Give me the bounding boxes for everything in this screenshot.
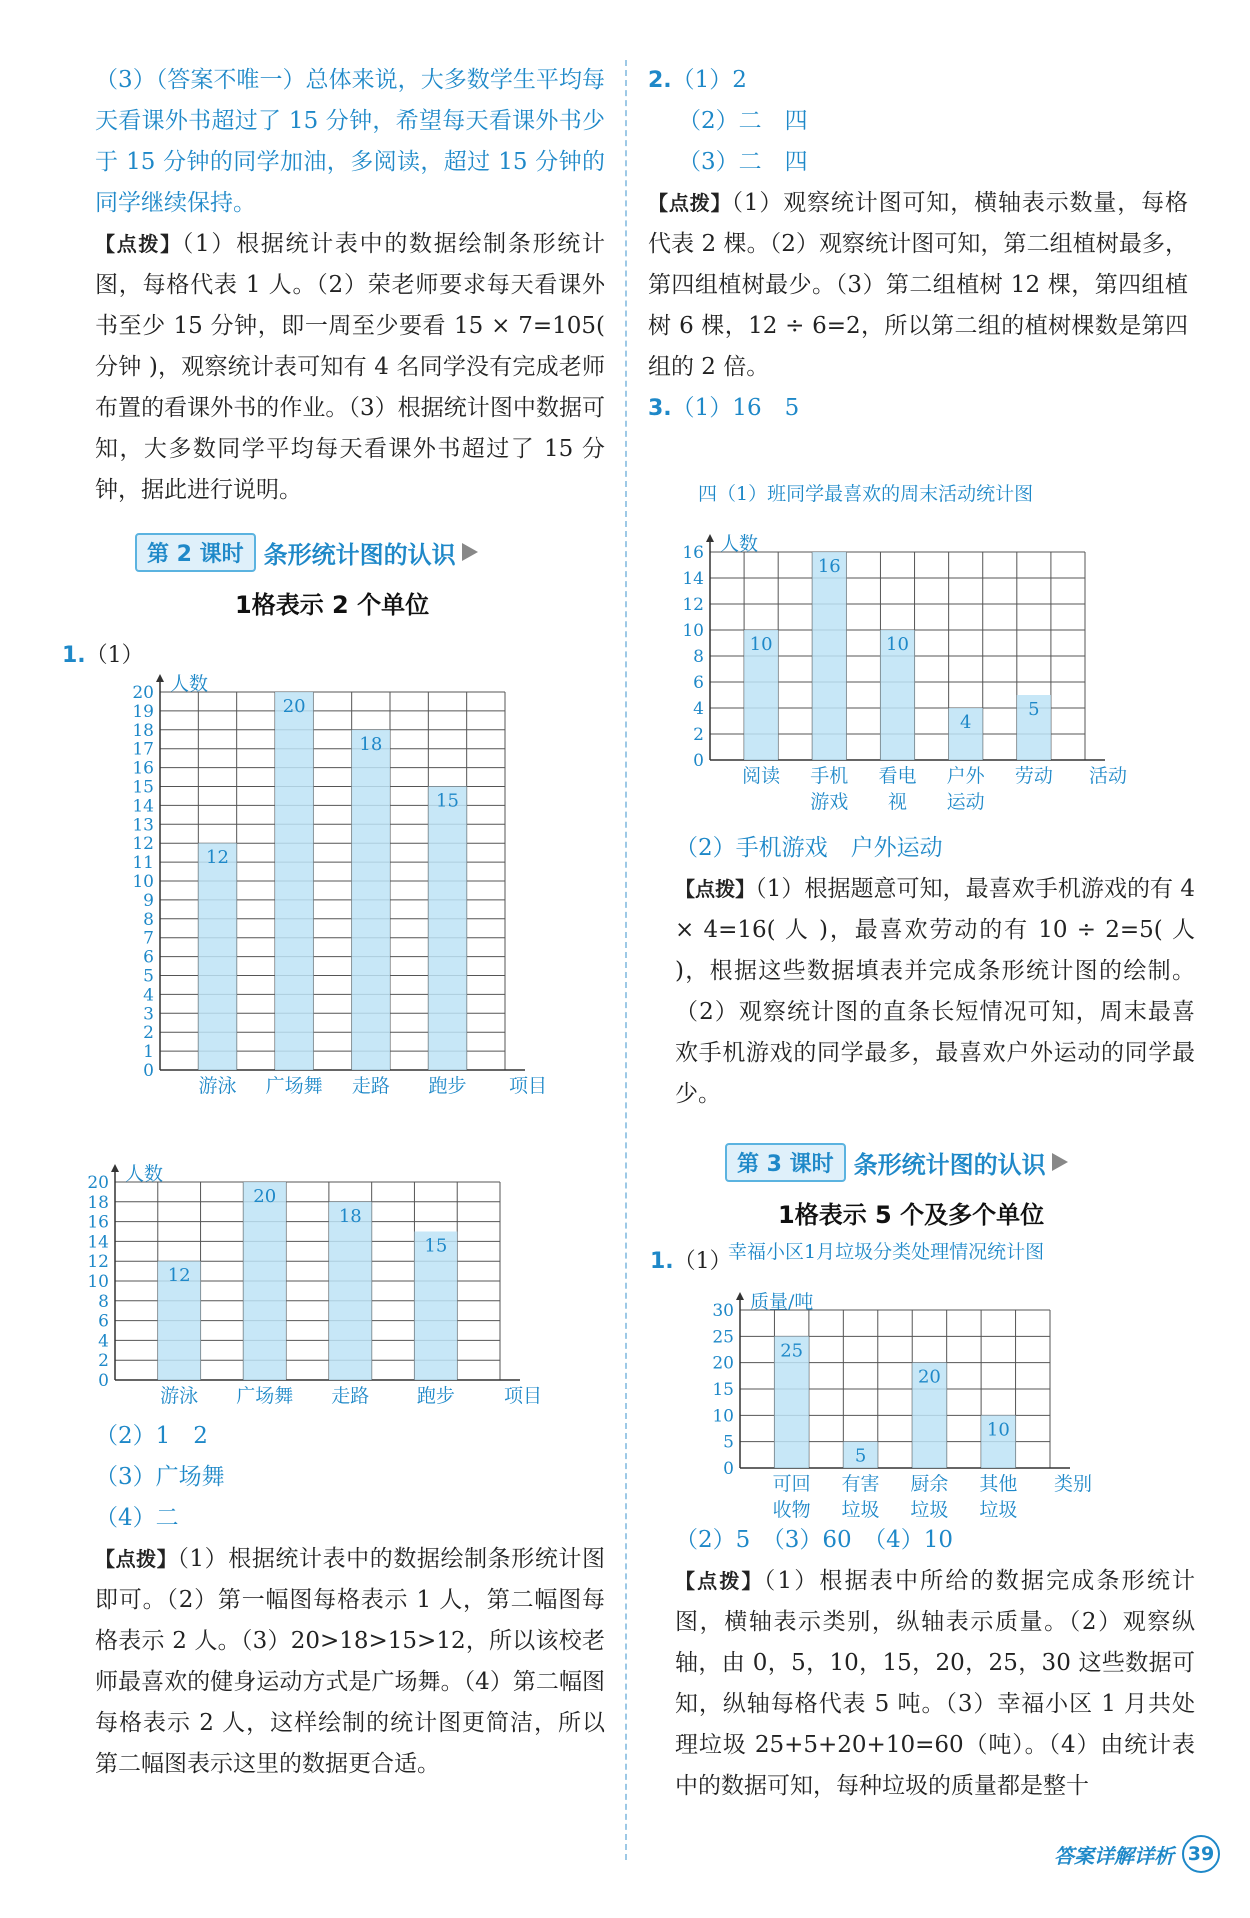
data-label: 5 [1028, 699, 1040, 720]
hint-tag: 【点拨】 [648, 191, 732, 215]
x-tick-label: 收物 [772, 1499, 811, 1521]
y-tick-label: 13 [132, 815, 154, 836]
x-tick-label: 运动 [946, 791, 985, 813]
y-tick-label: 15 [132, 777, 154, 798]
y-tick-label: 9 [143, 890, 154, 911]
hint-5 [675, 1561, 1195, 1807]
answer-3: （3）广场舞 [95, 1464, 225, 1490]
x-tick-label: 可回 [772, 1473, 811, 1495]
data-label: 10 [986, 1419, 1010, 1441]
play-arrow-icon [1052, 1153, 1068, 1171]
answer-text: （1）16 5 [671, 395, 800, 421]
q3-answer: （3）（答案不唯一）总体来说，大多数学生平均每天看课外书超过了 15 分钟，希望每天看课外书少于 15 分钟的同学加油，多阅读，超过 15 分钟的同学继续保持。 [95, 67, 605, 216]
y-tick-label: 8 [98, 1291, 109, 1312]
y-axis-arrow-icon [706, 534, 714, 542]
y-axis-arrow-icon [156, 674, 164, 682]
lesson-2-header [135, 532, 478, 572]
y-tick-label: 2 [143, 1023, 154, 1044]
y-tick-label: 6 [693, 672, 704, 693]
x-tick-label: 走路 [351, 1075, 390, 1097]
y-tick-label: 2 [693, 724, 704, 745]
page-number: 39 [1182, 1835, 1220, 1873]
y-tick-label: 12 [87, 1252, 109, 1273]
y-tick-label: 16 [132, 758, 154, 779]
lesson-number: 第 3 课时 [725, 1143, 846, 1182]
data-label: 12 [167, 1265, 191, 1287]
y-tick-label: 6 [143, 947, 154, 968]
y-tick-label: 17 [132, 739, 154, 760]
hint-tag: 【点拨】 [95, 1547, 178, 1571]
question-part: （1） [85, 643, 144, 668]
data-label: 5 [854, 1445, 867, 1467]
answer-text: （1）2 [671, 67, 747, 93]
y-tick-label: 14 [682, 568, 704, 589]
x-tick-label: 走路 [331, 1385, 370, 1407]
y-tick-label: 16 [87, 1212, 109, 1233]
data-label: 4 [959, 712, 972, 733]
chart-weekend-activities [670, 482, 1150, 826]
hint-2 [95, 1539, 605, 1785]
y-axis-label: 人数 [125, 1163, 164, 1185]
hint-text: （1）根据表中所给的数据完成条形统计图，横轴表示类别，纵轴表示质量。（2）观察纵轴，由 0，5，10，15，20，25，30 这些数据可知，纵轴每格代表 5 吨。（3）幸福小区 1 月共处理垃圾 25+5+20+10=60（吨）。（4）由统计表中的数据可知，每种垃圾的质量都是整十 [675, 1568, 1196, 1799]
y-tick-label: 8 [693, 646, 704, 667]
hint-tag: 【点拨】 [95, 232, 182, 256]
x-tick-label: 厨余 [910, 1473, 949, 1495]
y-tick-label: 2 [98, 1351, 109, 1372]
page-footer [1054, 1835, 1220, 1873]
chart-sports-1-per-cell [115, 640, 605, 1104]
x-tick-label: 游泳 [198, 1075, 237, 1097]
column-divider [625, 60, 627, 1860]
bar [329, 1202, 372, 1380]
x-tick-label: 户外 [946, 765, 985, 787]
x-tick-label: 其他 [979, 1473, 1018, 1495]
q1b-answer-2: （2）5 （3）60 （4）10 [675, 1527, 954, 1553]
x-tick-label: 游戏 [810, 791, 849, 813]
y-tick-label: 20 [712, 1353, 734, 1374]
q3-answer-2: （2）手机游戏 户外运动 [675, 835, 943, 861]
data-label: 16 [817, 556, 841, 577]
lesson-title: 条形统计图的认识 [853, 1150, 1046, 1179]
data-label: 15 [424, 1235, 448, 1257]
chart-svg [75, 1130, 555, 1410]
data-label: 18 [359, 733, 383, 755]
x-tick-label: 广场舞 [265, 1075, 323, 1097]
y-tick-label: 11 [132, 853, 154, 874]
y-tick-label: 5 [723, 1432, 734, 1453]
data-label: 15 [436, 790, 459, 812]
data-label: 10 [749, 634, 773, 655]
hint-3 [648, 183, 1188, 388]
footer-label: 答案详解详析 [1054, 1843, 1174, 1868]
x-tick-label: 广场舞 [236, 1385, 294, 1407]
q1-answers [95, 1416, 605, 1785]
x-tick-label: 跑步 [416, 1385, 455, 1407]
chart-svg [115, 640, 605, 1100]
y-tick-label: 8 [143, 909, 154, 930]
hint-text: （1）观察统计图可知，横轴表示数量，每格代表 2 棵。（2）观察统计图可知，第二组植树最多，第四组植树最少。（3）第二组植树 12 棵，第四组植树 6 棵，12 ÷ 6=2，所以第二组的植树棵数是第四组的 2 倍。 [648, 190, 1189, 380]
q2-answer-3: （3）二 四 [678, 149, 808, 175]
x-tick-label: 跑步 [428, 1075, 467, 1097]
y-tick-label: 14 [132, 796, 154, 817]
question-number: 2. [648, 68, 672, 93]
left-column [95, 60, 605, 511]
q1b-answers [675, 1520, 1195, 1807]
lesson-3-subtitle: 1格表示 5 个及多个单位 [778, 1201, 1045, 1229]
y-tick-label: 30 [712, 1300, 734, 1321]
y-tick-label: 15 [712, 1379, 734, 1400]
x-tick-label: 看电 [878, 765, 917, 787]
y-axis-arrow-icon [111, 1164, 119, 1172]
x-tick-label: 阅读 [742, 765, 781, 787]
chart-svg [700, 1240, 1120, 1530]
question-number: 3. [648, 396, 672, 421]
y-tick-label: 20 [132, 682, 154, 703]
hint-tag: 【点拨】 [675, 1569, 764, 1593]
bar [352, 730, 390, 1070]
q3-answer-1 [648, 388, 1188, 429]
lesson-2-subtitle: 1格表示 2 个单位 [235, 591, 430, 619]
bar [275, 692, 313, 1070]
y-tick-label: 5 [143, 966, 154, 987]
hint-4 [675, 869, 1195, 1115]
y-tick-label: 10 [712, 1406, 734, 1427]
x-tick-label: 手机 [810, 765, 849, 787]
data-label: 12 [206, 847, 229, 869]
y-tick-label: 18 [87, 1192, 109, 1213]
data-label: 20 [253, 1186, 277, 1207]
bar [198, 843, 236, 1070]
x-tick-label: 游泳 [160, 1385, 199, 1407]
chart-title: 四（1）班同学最喜欢的周末活动统计图 [698, 483, 1034, 505]
x-tick-label: 有害 [841, 1473, 880, 1495]
question-number: 1. [650, 1249, 674, 1274]
chart-svg [670, 482, 1150, 822]
x-axis-label: 项目 [509, 1075, 548, 1097]
y-axis-label: 人数 [720, 533, 759, 555]
hint-text: （1）根据统计表中的数据绘制条形统计图，每格代表 1 人。（2）荣老师要求每天看课外书至少 15 分钟，即一周至少要看 15 × 7=105( 分钟 )，观察统计表可知有 4 名同学没有完成老师布置的看课外书的作业。（3）根据统计图中数据可知，大多数同学平均每天看课外书超过了 15 分钟，据此进行说明。 [95, 231, 606, 503]
chart-garbage-sorting [700, 1240, 1120, 1534]
y-tick-label: 14 [87, 1232, 109, 1253]
y-tick-label: 12 [682, 594, 704, 615]
hint-1 [95, 224, 605, 511]
y-tick-label: 0 [723, 1458, 734, 1479]
x-tick-label: 视 [887, 791, 908, 813]
lesson-number: 第 2 课时 [135, 533, 256, 572]
q3-part2 [675, 828, 1195, 1115]
y-tick-label: 19 [132, 701, 154, 722]
y-tick-label: 16 [682, 542, 704, 563]
hint-tag: 【点拨】 [675, 877, 756, 901]
bar [812, 552, 846, 760]
y-tick-label: 1 [143, 1042, 154, 1063]
y-tick-label: 0 [98, 1370, 109, 1391]
bar [243, 1182, 286, 1380]
hint-text: （1）根据统计表中的数据绘制条形统计图即可。（2）第一幅图每格表示 1 人，第二幅图每格表示 2 人。（3）20>18>15>12，所以该校老师最喜欢的健身运动方式是广场舞。（4）第二幅图每格表示 2 人，这样绘制的统计图更简洁，所以第二幅图表示这里的数据更合适。 [95, 1546, 605, 1777]
data-label: 25 [780, 1340, 804, 1362]
x-tick-label: 垃圾 [910, 1499, 949, 1521]
lesson-3-header [725, 1142, 1068, 1182]
y-tick-label: 4 [98, 1331, 109, 1352]
y-axis-label: 人数 [170, 673, 209, 695]
x-tick-label: 劳动 [1014, 765, 1053, 787]
data-label: 20 [282, 696, 306, 717]
y-tick-label: 10 [682, 620, 704, 641]
x-tick-label: 垃圾 [841, 1499, 880, 1521]
y-tick-label: 4 [143, 985, 154, 1006]
y-tick-label: 18 [132, 720, 154, 741]
data-label: 20 [917, 1366, 941, 1388]
chart-title: 幸福小区1月垃圾分类处理情况统计图 [728, 1241, 1045, 1263]
right-column [648, 60, 1188, 429]
chart-sports-2-per-cell [75, 1130, 555, 1414]
data-label: 10 [886, 634, 909, 655]
x-axis-label: 项目 [504, 1385, 543, 1407]
q2-answer-2: （2）二 四 [678, 108, 808, 134]
answer-4: （4）二 [95, 1505, 179, 1531]
question-number: 1. [62, 643, 86, 668]
question-part: （1） [673, 1249, 732, 1274]
y-tick-label: 25 [712, 1327, 734, 1348]
q2-answer-1 [648, 60, 1188, 101]
y-tick-label: 3 [143, 1004, 154, 1025]
y-axis-arrow-icon [736, 1292, 744, 1300]
y-tick-label: 20 [87, 1172, 109, 1193]
x-axis-label: 活动 [1089, 765, 1128, 787]
y-tick-label: 10 [87, 1271, 109, 1292]
x-axis-label: 类别 [1054, 1473, 1093, 1495]
x-tick-label: 垃圾 [979, 1499, 1018, 1521]
y-tick-label: 7 [143, 928, 154, 949]
play-arrow-icon [462, 543, 478, 561]
y-axis-label: 质量/吨 [750, 1291, 814, 1313]
hint-text: （1）根据题意可知，最喜欢手机游戏的有 4 × 4=16( 人 )，最喜欢劳动的有 10 ÷ 2=5( 人 )，根据这些数据填表并完成条形统计图的绘制。（2）观察统计图的直条长短情况可知，周末最喜欢手机游戏的同学最多，最喜欢户外运动的同学最少。 [675, 876, 1196, 1107]
lesson-title: 条形统计图的认识 [263, 540, 456, 569]
bar [428, 787, 466, 1071]
y-tick-label: 12 [132, 834, 154, 855]
y-tick-label: 0 [693, 750, 704, 771]
y-tick-label: 10 [132, 871, 154, 892]
y-tick-label: 4 [693, 698, 704, 719]
data-label: 18 [338, 1205, 362, 1227]
y-tick-label: 6 [98, 1311, 109, 1332]
y-tick-label: 0 [143, 1060, 154, 1081]
answer-2: （2）1 2 [95, 1423, 208, 1449]
